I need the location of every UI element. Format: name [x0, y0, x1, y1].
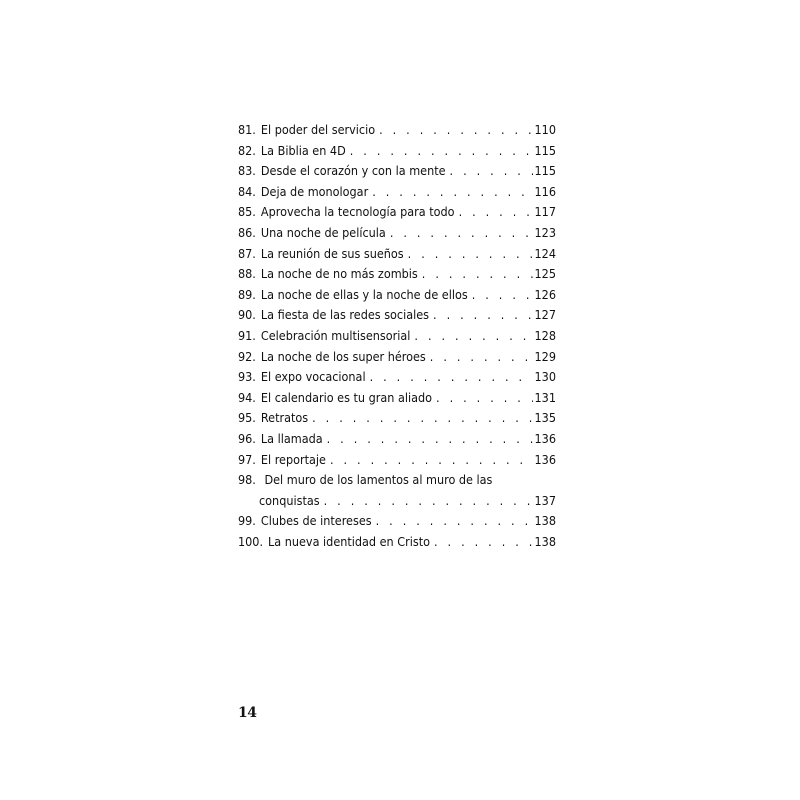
entry-title: El reportaje [260, 451, 326, 467]
dot-leader [450, 161, 533, 182]
entry-page: 138 [534, 533, 556, 549]
entry-page: 124 [534, 245, 556, 261]
entry-page: 126 [534, 286, 556, 302]
dot-leader [324, 491, 533, 512]
entry-title: El calendario es tu gran aliado [260, 389, 433, 405]
entry-title: La Biblia en 4D [260, 142, 346, 158]
entry-number: 98. [238, 472, 256, 488]
page-number: 14 [238, 705, 257, 721]
dot-leader [433, 305, 533, 326]
entry-number: 83. [238, 163, 256, 179]
toc-entry [238, 182, 556, 203]
entry-title: Aprovecha la tecnología para todo [260, 204, 455, 220]
entry-number: 94. [238, 389, 256, 405]
table-of-contents [238, 120, 556, 552]
entry-page: 123 [534, 224, 556, 240]
toc-entry-continuation [238, 491, 556, 512]
dot-leader [379, 120, 532, 141]
entry-title-continuation: conquistas [259, 492, 320, 508]
toc-entry [238, 264, 556, 285]
entry-title: Del muro de los lamentos al muro de las [264, 472, 493, 488]
entry-title: La fiesta de las redes sociales [260, 307, 430, 323]
dot-leader [312, 408, 532, 429]
entry-title: La llamada [260, 430, 323, 446]
dot-leader [422, 264, 533, 285]
entry-number: 85. [238, 204, 256, 220]
entry-page: 116 [534, 183, 556, 199]
entry-page: 129 [534, 348, 556, 364]
dot-leader [434, 532, 533, 553]
entry-page: 135 [534, 410, 556, 426]
toc-entry [238, 223, 556, 244]
dot-leader [459, 202, 533, 223]
entry-number: 84. [238, 183, 256, 199]
entry-page: 115 [534, 163, 556, 179]
dot-leader [430, 347, 533, 368]
toc-entry [238, 408, 556, 429]
dot-leader [408, 244, 533, 265]
entry-title: Una noche de película [260, 224, 386, 240]
dot-leader [372, 182, 532, 203]
entry-number: 90. [238, 307, 256, 323]
toc-entry [238, 202, 556, 223]
entry-number: 81. [238, 122, 256, 137]
entry-number: 86. [238, 224, 256, 240]
entry-title: Celebración multisensorial [260, 327, 411, 343]
entry-number: 93. [238, 369, 256, 385]
entry-number: 87. [238, 245, 256, 261]
entry-title: La noche de ellas y la noche de ellos [260, 286, 468, 302]
entry-page: 115 [534, 142, 556, 158]
toc-entry [238, 305, 556, 326]
entry-number: 96. [238, 430, 256, 446]
entry-number: 97. [238, 451, 256, 467]
entry-title: La nueva identidad en Cristo [268, 533, 431, 549]
entry-title: El expo vocacional [260, 369, 366, 385]
dot-leader [376, 511, 533, 532]
entry-number: 92. [238, 348, 256, 364]
entry-page: 138 [534, 513, 556, 529]
entry-number: 99. [238, 513, 256, 529]
entry-number: 91. [238, 327, 256, 343]
dot-leader [472, 285, 533, 306]
entry-title: La noche de los super héroes [260, 348, 426, 364]
entry-page: 131 [534, 389, 556, 405]
entry-title: El poder del servicio [260, 122, 376, 137]
entry-page: 127 [534, 307, 556, 323]
entry-title: Clubes de intereses [260, 513, 372, 529]
toc-entry [238, 532, 556, 553]
entry-number: 82. [238, 142, 256, 158]
dot-leader [436, 388, 533, 409]
entry-number: 89. [238, 286, 256, 302]
entry-title: Retratos [260, 410, 309, 426]
toc-entry [238, 470, 556, 491]
entry-title: La reunión de sus sueños [260, 245, 404, 261]
dot-leader [327, 429, 533, 450]
entry-number: 100. [238, 533, 264, 549]
toc-entry [238, 429, 556, 450]
entry-page: 130 [534, 369, 556, 385]
entry-title: La noche de no más zombis [260, 266, 418, 282]
toc-entry [238, 285, 556, 306]
dot-leader [350, 141, 533, 162]
toc-entry [238, 367, 556, 388]
entry-title: Deja de monologar [260, 183, 369, 199]
entry-page: 117 [534, 204, 556, 220]
dot-leader [390, 223, 533, 244]
toc-entry [238, 511, 556, 532]
toc-entry [238, 120, 556, 141]
toc-entry [238, 161, 556, 182]
entry-page: 128 [534, 327, 556, 343]
entry-page: 136 [534, 430, 556, 446]
entry-page: 110 [534, 122, 556, 137]
dot-leader [370, 367, 533, 388]
toc-entry [238, 347, 556, 368]
toc-entry [238, 326, 556, 347]
toc-entry [238, 388, 556, 409]
entry-page: 125 [534, 266, 556, 282]
toc-entry [238, 141, 556, 162]
dot-leader [330, 450, 533, 471]
toc-entry [238, 450, 556, 471]
toc-entry [238, 244, 556, 265]
dot-leader [414, 326, 532, 347]
entry-number: 88. [238, 266, 256, 282]
entry-title: Desde el corazón y con la mente [260, 163, 446, 179]
entry-page: 136 [534, 451, 556, 467]
entry-page: 137 [534, 492, 556, 508]
entry-number: 95. [238, 410, 256, 426]
